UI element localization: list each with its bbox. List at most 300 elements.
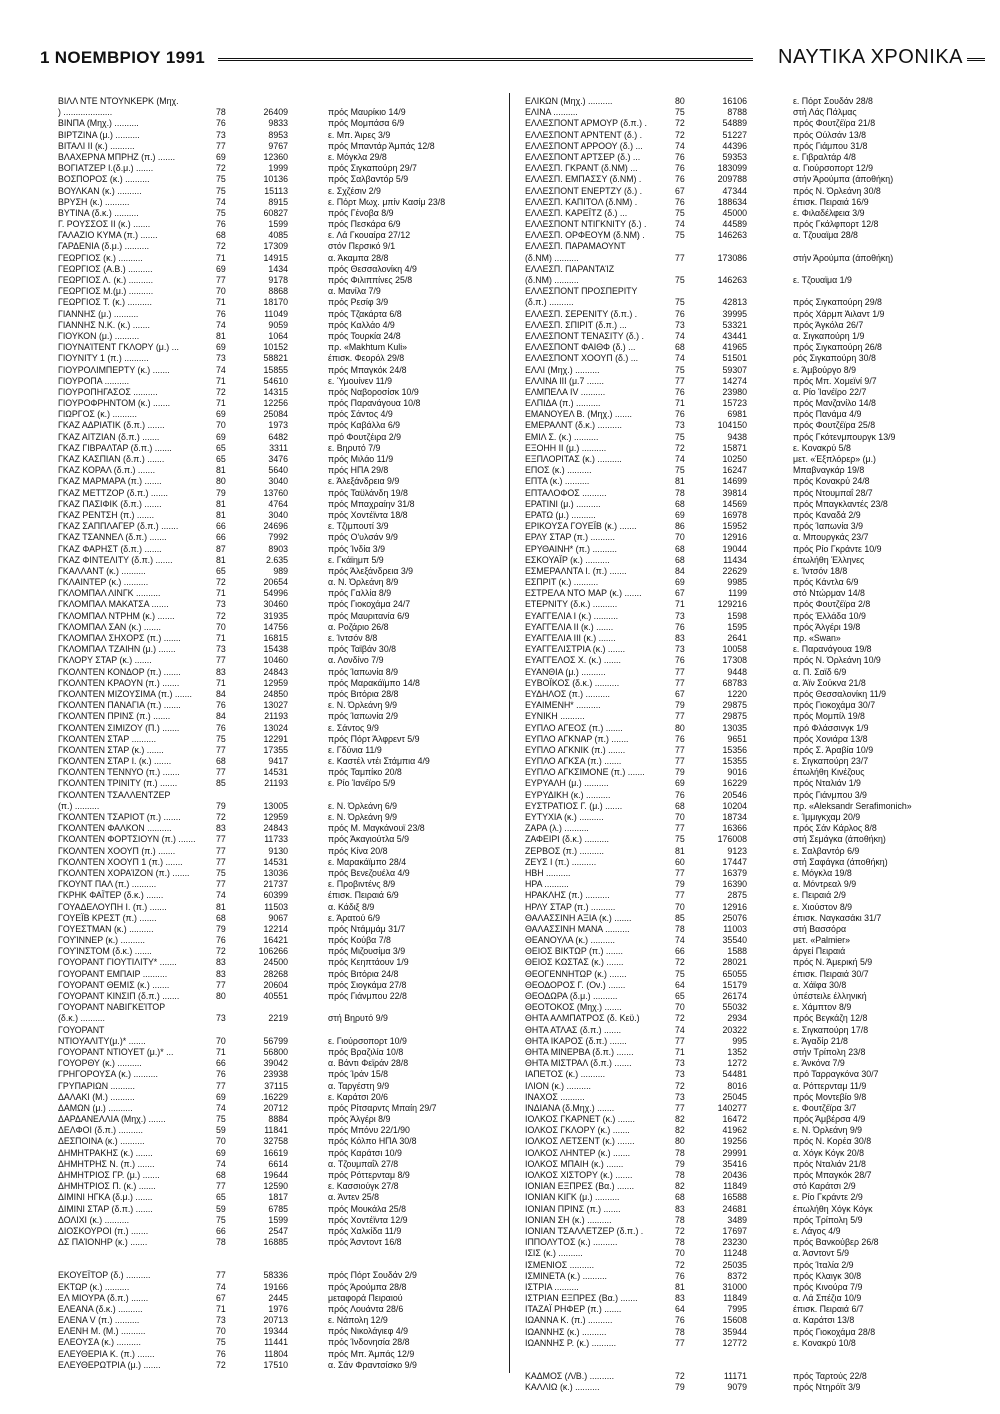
build-year: 72 <box>675 118 685 129</box>
ship-name: ΘΕΟΤΟΚΟΣ (Μηχ.) ....... <box>525 1002 622 1013</box>
ship-position: έπωλήθη Έλληνες <box>793 554 865 565</box>
ship-position: πρός Κλαιγκ 30/8 <box>793 1270 862 1281</box>
build-year: 73 <box>675 420 685 431</box>
ship-row <box>525 1204 965 1215</box>
tonnage: 6482 <box>268 431 288 442</box>
ship-position: πρός Θεσσαλονίκη 4/9 <box>328 263 417 274</box>
ship-row <box>58 969 498 980</box>
ship-name: ΙΟΝΙΑΝ ΣΗ (κ.) .......... <box>525 1214 612 1225</box>
ship-position: πρός Ίαπωνία 8/9 <box>328 666 399 677</box>
ship-name: ΓΚΟΛΝΤΕΝ ΣΤΑΡ .......... <box>58 733 157 744</box>
ship-row <box>525 320 965 331</box>
ship-position: α. Λονδίνο 7/9 <box>328 655 384 666</box>
ship-name: ΕΠΟΣ (κ.) .......... <box>525 465 592 476</box>
tonnage: 56799 <box>263 1035 288 1046</box>
ship-position: α. Άκαμπα 28/8 <box>328 252 389 263</box>
tonnage: 24696 <box>263 521 288 532</box>
ship-name: ΕΥΑΓΓΕΛΙΑ Ι (κ.) .......... <box>525 610 619 621</box>
ship-position: πρός ΗΠΑ 29/8 <box>328 465 389 476</box>
build-year: 69 <box>216 431 226 442</box>
ship-position: πρός Ν. Όρλεάνη 10/9 <box>793 655 881 666</box>
ship-row <box>525 711 965 722</box>
ship-name: ΙΟΛΚΟΣ ΓΚΑΡΝΕΤ (κ.) ....... <box>525 1114 635 1125</box>
page-header <box>40 44 985 74</box>
build-year: 67 <box>216 1292 226 1303</box>
ship-row <box>525 1002 965 1013</box>
ship-name: ΕΛΕΝΗ Μ. (Μ.) .......... <box>58 1326 146 1337</box>
tonnage: 1220 <box>727 688 747 699</box>
tonnage: 2547 <box>268 1225 288 1236</box>
ship-name: ΗΒΗ .......... <box>525 867 571 878</box>
ship-name: ΙΠΠΟΛΥΤΟΣ (κ.) .......... <box>525 1237 618 1248</box>
tonnage: .16229 <box>261 1091 288 1102</box>
ship-name: ΓΡΥΠΑΡΙΩΝ .......... <box>58 1080 135 1091</box>
build-year: 79 <box>675 879 685 890</box>
ship-row <box>58 432 498 443</box>
build-year: 79 <box>675 700 685 711</box>
tonnage: 29875 <box>722 700 747 711</box>
tonnage: 995 <box>732 1035 747 1046</box>
ship-position: α. Ρόττερνταμ 11/9 <box>793 1080 867 1091</box>
ship-position: πρός Χονιάρα 13/8 <box>793 733 868 744</box>
ship-position: πρό Φουτζέιρα 2/9 <box>328 431 401 442</box>
ship-position: πρός Τζακάρτα 6/8 <box>328 308 402 319</box>
build-year: 78 <box>675 1147 685 1158</box>
tonnage: 9067 <box>268 912 288 923</box>
tonnage: 16472 <box>722 1114 747 1125</box>
build-year: 81 <box>216 498 226 509</box>
build-year: 76 <box>675 621 685 632</box>
ship-name: ΓΕΩΡΓΙΟΣ Λ. (κ.) .......... <box>58 275 154 285</box>
ship-row <box>525 1081 965 1092</box>
ship-position: πρός Γκάλφπορτ 12/8 <box>793 219 879 230</box>
ship-row <box>525 857 965 868</box>
build-year: 76 <box>675 1270 685 1281</box>
tonnage: 43441 <box>722 330 747 341</box>
build-year: 65 <box>675 991 685 1001</box>
tonnage: 11171 <box>723 1371 747 1381</box>
build-year: 77 <box>675 375 685 386</box>
ship-name: ΕΥΑΓΓΕΛΙΑ ΙΙ (κ.) ....... <box>525 621 614 632</box>
ship-name: ΙΟΝΙΑΝ ΠΡΙΝΣ (π.) ....... <box>525 1203 621 1214</box>
tonnage: 20713 <box>263 1315 288 1326</box>
build-year: 83 <box>216 666 226 677</box>
tonnage: 44589 <box>722 219 747 230</box>
ship-row <box>58 241 498 252</box>
ship-name: ΔΕΣΠΟΙΝΑ (κ.) .......... <box>58 1136 145 1147</box>
ship-name: ΓΚΟΥΝΤ ΠΑΛ (π.) .......... <box>58 879 157 890</box>
ship-row <box>525 1293 965 1304</box>
ship-name: ΖΕΡΒΟΣ (π.) .......... <box>525 845 604 856</box>
ship-name: ΓΚΟΛΝΤΕΝ ΤΡΙΝΙΤΥ (π.) ....... <box>58 778 178 789</box>
tonnage: 45000 <box>722 207 747 218</box>
ship-position: πρός Μπαχραίην 31/8 <box>328 498 415 509</box>
tonnage: 21737 <box>263 879 288 890</box>
ship-name: ΓΚΟΛΝΤΕΝ ΧΟΟΥΠ (π.) ....... <box>58 845 176 856</box>
ship-name: ΕΛΕΝΑ V (π.) .......... <box>58 1315 140 1326</box>
ship-position: ε. Φιλαδέλφεια 3/9 <box>793 207 865 218</box>
ship-position: μετ. «Έξπλόρερ» (μ.) <box>793 454 876 464</box>
ship-name: ΓΟΥΊΝΝΕΡ (κ.) .......... <box>58 935 145 946</box>
build-year: 70 <box>675 1002 685 1013</box>
tonnage: 14274 <box>722 375 747 386</box>
ship-name: ΓΙΟΥΝΑΊΤΕΝΤ ΓΚΛΟΡΥ (μ.) ... <box>58 342 179 353</box>
ship-name: ΕΛΙΚΩΝ (Μηχ.) .......... <box>525 96 613 106</box>
build-year: 72 <box>216 241 226 252</box>
tonnage: 19044 <box>722 543 747 554</box>
ship-name: ΒΡΥΣΗ (κ.) .......... <box>58 196 130 207</box>
ship-row <box>525 1382 965 1393</box>
ship-name: ΓΚΟΛΝΤΕΝ ΤΣΑΛΛΕΝΤΖΕΡ <box>58 789 171 800</box>
build-year: 75 <box>675 834 685 845</box>
ship-name: ΓΚΛΑΙΝΤΕΡ (κ.) .......... <box>58 577 149 588</box>
build-year: 79 <box>675 1382 685 1393</box>
ship-position: έπισκ. Φεορόλ 29/8 <box>328 353 405 364</box>
build-year: 79 <box>675 767 685 778</box>
ship-position: α. Μανίλα 7/9 <box>328 286 381 297</box>
ship-row <box>525 667 965 678</box>
build-year: 71 <box>675 1046 685 1057</box>
ship-name: ΚΑΔΜΟΣ (Λ/Β.) .......... <box>525 1371 615 1381</box>
ship-row <box>525 1327 965 1338</box>
build-year: 69 <box>216 263 226 274</box>
tonnage: 4085 <box>268 230 288 241</box>
build-year: 81 <box>675 845 685 856</box>
ship-position: πρός Γιάνμπου 3/9 <box>793 789 867 800</box>
build-year: 83 <box>216 968 226 979</box>
tonnage: 11841 <box>264 1125 288 1136</box>
ship-name: ΕΥΠΛΟ ΑΓΚΝΑΡ (π.) ....... <box>525 733 629 744</box>
ship-position: πρός Ταϊβάν 30/8 <box>328 644 397 655</box>
ship-row <box>58 1204 498 1215</box>
tonnage: 55032 <box>722 1002 747 1013</box>
ship-row <box>58 174 498 185</box>
build-year: 73 <box>675 610 685 621</box>
build-year: 70 <box>216 1326 226 1337</box>
ship-name: ΙΟΛΚΟΣ ΛΕΤΣΕΝΤ (κ.) ....... <box>525 1136 635 1147</box>
build-year: 68 <box>675 800 685 811</box>
tonnage: 35944 <box>722 1326 747 1337</box>
ship-position: ε. Πειραιά 2/9 <box>793 890 846 901</box>
build-year: 81 <box>675 1281 685 1292</box>
ship-name: ΘΕΟΓΕΝΝΗΤΩΡ (κ.) ....... <box>525 968 627 979</box>
ship-position: ε. Προβιντένς 8/9 <box>328 879 396 890</box>
ship-name: ΕΛ ΜΙΟΥΡΑ (δ.π.) ....... <box>58 1292 149 1303</box>
build-year: 75 <box>216 1214 226 1225</box>
ship-position: ε. Άμβούργο 8/9 <box>793 364 856 375</box>
ship-row <box>58 1103 498 1114</box>
ship-name: ΕΠΤΑ (κ.) .......... <box>525 476 590 487</box>
tonnage: 21193 <box>264 711 288 722</box>
ship-row <box>525 689 965 700</box>
build-year: 77 <box>216 744 226 755</box>
ship-row <box>58 946 498 957</box>
ship-name: ΙΟΝΙΑΝ ΤΣΑΛΛΕΤΖΕΡ (δ.π.) . <box>525 1225 644 1236</box>
ship-name: ΓΑΛΑΖΙΟ ΚΥΜΑ (π.) ....... <box>58 230 158 241</box>
ship-position: πρό Φλάσσινγκ 1/9 <box>793 722 869 733</box>
ship-position: ε. Γκάϊημπ 5/9 <box>328 554 384 565</box>
tonnage: 24843 <box>263 823 288 834</box>
tonnage: 51501 <box>722 353 747 364</box>
ship-name: ΙΝΔΙΑΝΑ (δ.Μηχ.) ....... <box>525 1102 615 1113</box>
tonnage: 12214 <box>263 923 288 934</box>
ship-row <box>525 163 965 174</box>
ship-name: ΓΚΟΛΝΤΕΝ ΣΙΜΙΖΟΥ (Π.) ....... <box>58 722 180 733</box>
ship-row <box>58 365 498 376</box>
ship-position: ε. Ρίο Γκράντε 2/9 <box>793 1192 863 1203</box>
tonnage: 14699 <box>722 476 747 487</box>
ship-name: ΓΚΟΛΝΤΕΝ ΣΤΑΡ (κ.) ....... <box>58 744 164 755</box>
tonnage: 15179 <box>722 979 747 990</box>
ship-row <box>58 309 498 320</box>
ship-name: ΓΟΥΟΡΑΝΤ ΚΙΝΣΙΠ (δ.π.) ....... <box>58 991 180 1001</box>
tonnage: 25035 <box>722 1259 747 1270</box>
ship-row <box>58 1081 498 1092</box>
ship-name: ΕΤΕΡΝΙΤΥ (δ.κ.) .......... <box>525 599 618 610</box>
ship-row <box>58 1360 498 1371</box>
ship-name: ΒΙΡΤΖΙΝΑ (μ.) .......... <box>58 129 140 140</box>
tonnage: 11049 <box>264 308 288 319</box>
ship-name: ΘΗΤΑ ΑΤΛΑΣ (δ.π.) ....... <box>525 1024 622 1035</box>
build-year: 70 <box>675 1248 685 1259</box>
tonnage: 20546 <box>722 789 747 800</box>
build-year: 84 <box>675 565 685 576</box>
ship-position: στήν Άρούμπα (άποθήκη) <box>793 174 894 185</box>
ship-position: ρός Σιγκαπούρη 30/8 <box>793 353 876 364</box>
ship-row <box>58 1270 498 1281</box>
tonnage: 24843 <box>263 666 288 677</box>
ship-row <box>58 1337 498 1348</box>
ship-name: ΘΗΤΑ ΜΙΝΕΡΒΑ (δ.π.) ....... <box>525 1046 634 1057</box>
build-year: 81 <box>216 465 226 476</box>
ship-row <box>525 957 965 968</box>
ship-name: ΓΙΩΡΓΟΣ (κ.) .......... <box>58 409 137 420</box>
ship-name: ΕΛΛΕΣΠΟΝΤ ΧΟΟΥΠ (δ.) ... <box>525 353 639 364</box>
ship-row <box>58 197 498 208</box>
ship-name: ΕΡΥΘΑΙΝΗ* (π.) .......... <box>525 543 617 554</box>
ship-row <box>525 1215 965 1226</box>
ship-name: ΒΟΣΠΟΡΟΣ (κ.) .......... <box>58 174 150 185</box>
ship-name: ΓΕΩΡΓΙΟΣ Τ. (κ.) .......... <box>58 297 152 308</box>
tonnage: 26409 <box>263 107 288 118</box>
ship-position: πρός Βιτόρια 28/8 <box>328 688 399 699</box>
tonnage: 173086 <box>717 252 747 263</box>
build-year: 76 <box>675 733 685 744</box>
ship-row <box>58 1349 498 1360</box>
tonnage: 140277 <box>717 1102 747 1113</box>
tonnage: 16885 <box>263 1237 288 1248</box>
tonnage: 1999 <box>268 163 288 174</box>
ship-position: πρός Γιάμπου 31/8 <box>793 140 868 151</box>
tonnage: 11733 <box>264 834 288 845</box>
build-year: 69 <box>675 577 685 588</box>
ship-position: πρός Γένοβα 8/9 <box>328 207 394 218</box>
ship-name: ΕΛΛΕΣΠΟΝΤ ΑΡΜΟΥΡ (δ.π.) . <box>525 118 647 129</box>
ship-position: α. Μπουργκάς 23/7 <box>793 532 869 543</box>
ship-position: ε. Άρατού 6/9 <box>328 912 381 923</box>
ship-position: α. Άσντοντ 5/9 <box>793 1248 849 1259</box>
tonnage: 989 <box>273 565 288 576</box>
ship-row <box>525 208 965 219</box>
section-gap <box>525 1349 965 1371</box>
tonnage: 19166 <box>263 1281 288 1292</box>
ship-position: πρός Γιοκοχάμα 28/8 <box>793 1326 876 1337</box>
ship-name: ΕΛΛΙ (Μηχ.) .......... <box>525 364 600 375</box>
build-year: 73 <box>216 599 226 610</box>
ship-row <box>58 107 498 118</box>
ship-position: πρός Άμβέρσα 4/9 <box>793 1114 866 1125</box>
ship-row <box>58 1226 498 1237</box>
ship-position: πρός Ντηρόϊτ 3/9 <box>793 1382 861 1393</box>
build-year: 80 <box>216 991 226 1001</box>
ship-row <box>58 219 498 230</box>
ship-position: πρός Ναβοροσίσκ 10/9 <box>328 386 419 397</box>
ship-row <box>525 801 965 812</box>
ship-position: Μπαβναγκάρ 19/8 <box>793 465 865 476</box>
tonnage: 31935 <box>263 610 288 621</box>
ship-name: ΗΡΑΚΛΗΣ (π.) .......... <box>525 890 610 901</box>
ship-name: ΕΥΡΥΑΛΗ (μ.) .......... <box>525 778 609 789</box>
ship-name: ΕΥΑΙΜΕΝΗ* .......... <box>525 700 601 711</box>
ship-name: ΕΣΤΡΕΛΑ ΝΤΟ ΜΑΡ (κ.) ....... <box>525 588 642 599</box>
build-year: 68 <box>675 1192 685 1203</box>
tonnage: 65055 <box>722 968 747 979</box>
build-year: 78 <box>675 1214 685 1225</box>
ship-row <box>58 510 498 521</box>
ship-name: ΕΛΛΕΣΠΟΝΤ ΑΡΝΤΕΝΤ (δ.) . <box>525 129 643 140</box>
ship-row <box>58 387 498 398</box>
ship-row <box>525 846 965 857</box>
ship-name: ΕΛΕΑΝΑ (δ.κ.) .......... <box>58 1303 143 1314</box>
ship-name: ΕΥΝΙΚΗ .......... <box>525 711 585 722</box>
build-year: 73 <box>216 1315 226 1326</box>
build-year: 73 <box>216 1013 226 1024</box>
ship-position: πρός Άρούμπα 28/8 <box>328 1281 407 1292</box>
ship-name: ΘΕΙΟΣ ΒΙΚΤΩΡ (π.) ....... <box>525 946 623 957</box>
tonnage: 16229 <box>722 778 747 789</box>
ship-row <box>525 1047 965 1058</box>
build-year: 74 <box>675 935 685 946</box>
tonnage: 68783 <box>722 677 747 688</box>
ship-position: ε. Σάντος 9/9 <box>328 722 379 733</box>
build-year: 77 <box>675 1102 685 1113</box>
tonnage: 41962 <box>722 1125 747 1136</box>
ship-row <box>525 118 965 129</box>
tonnage: 8372 <box>727 1270 747 1281</box>
ship-position: ε. Μπ. Άιρες 3/9 <box>328 129 391 140</box>
tonnage: 20654 <box>263 577 288 588</box>
ship-name: ΙΣΙΣ (κ.) .......... <box>525 1248 583 1259</box>
ship-name: (δ.π.) .......... <box>525 297 574 308</box>
build-year: 76 <box>675 1315 685 1326</box>
ship-name: ΓΟΥΟΡΑΝΤ ΘΕΜΙΣ (κ.) ....... <box>58 979 170 990</box>
ship-position: ε. Τζιμπουτί 3/9 <box>328 521 389 532</box>
ship-name: ΕΛΛΕΣΠ. ΓΚΡΑΝΤ (δ.ΝΜ) ... <box>525 163 638 174</box>
ship-row <box>525 1260 965 1271</box>
build-year: 74 <box>216 364 226 375</box>
build-year: 82 <box>675 1181 685 1192</box>
ship-position: πρός Μομπίλ 19/8 <box>793 711 865 722</box>
tonnage: 104150 <box>717 420 747 431</box>
tonnage: 24681 <box>722 1203 747 1214</box>
ship-position: πρός Μαυρίκιο 14/9 <box>328 107 406 118</box>
ship-position: πρός Ταϋλάνδη 19/8 <box>328 487 408 498</box>
ship-name: ΙΟΛΚΟΣ ΛΗΝΤΕΡ (κ.) ....... <box>525 1147 631 1158</box>
ship-name: ΓΚΑΖ ΠΑΣΙΦΙΚ (δ.π.) ....... <box>58 498 162 509</box>
ship-name: ΕΥΠΛΟ ΑΓΚΣΑ (π.) ....... <box>525 756 622 767</box>
tonnage: 9833 <box>268 118 288 129</box>
ship-row <box>525 309 965 320</box>
ship-row <box>525 96 965 107</box>
ship-name: ΙΩΑΝΝΑ Κ. (π.) .......... <box>525 1315 613 1326</box>
tonnage: 28021 <box>722 957 747 968</box>
ship-row <box>58 1125 498 1136</box>
ship-position: πρός Άσντοντ 16/8 <box>328 1237 402 1248</box>
ship-row <box>525 924 965 935</box>
ship-name: ΕΚΟΥΕΪΤΟΡ (δ.) .......... <box>58 1270 151 1281</box>
ship-name: ΓΚΛΟΜΠΑΛ ΣΗΧΟΡΣ (π.) ....... <box>58 633 181 643</box>
ship-row <box>525 420 965 431</box>
ship-row <box>525 387 965 398</box>
ship-position: ε. Σιγκαπούρη 23/7 <box>793 756 869 767</box>
tonnage: 106266 <box>258 946 288 957</box>
build-year: 71 <box>216 252 226 263</box>
ship-row <box>58 913 498 924</box>
ship-name: ΕΥΠΛΟ ΑΓΚΝΙΚ (π.) ....... <box>525 744 626 755</box>
build-year: 82 <box>675 1114 685 1125</box>
tonnage: 12916 <box>722 901 747 912</box>
column-divider <box>509 93 510 1373</box>
ship-position: έπωλήθη Χόγκ Κόγκ <box>793 1203 873 1214</box>
ship-name: ΕΜΑΝΟΥΕΛ Β. (Μηχ.) ....... <box>525 409 632 420</box>
tonnage: 17697 <box>722 1225 747 1236</box>
ship-position: α. Ταργέστη 9/9 <box>328 1080 390 1091</box>
ship-row <box>525 756 965 767</box>
build-year: 69 <box>216 409 226 420</box>
ship-name: ΓΟΥΟΡΘΥ (κ.) .......... <box>58 1058 142 1069</box>
ship-position: πρός Πόρτ Σουδάν 2/9 <box>328 1270 417 1281</box>
build-year: 77 <box>216 655 226 666</box>
ship-position: πρός Σιγκαπούρη 29/8 <box>793 297 882 308</box>
ship-name: ΓΚΟΛΝΤΕΝ ΦΟΡΤΣΙΟΥΝ (π.) ....... <box>58 834 196 845</box>
ship-row <box>58 320 498 331</box>
tonnage: 9985 <box>727 577 747 588</box>
tonnage: 1976 <box>268 1303 288 1314</box>
ship-position: πρός Χάρμπ Άιλαντ 1/9 <box>793 308 885 319</box>
ship-position: πρός Κονακρύ 24/8 <box>793 476 870 487</box>
build-year: 83 <box>675 1293 685 1304</box>
ship-position: πρός Σιογκάμα 27/8 <box>328 979 407 990</box>
ship-name: ΓΙΟΥΡΟΦΡΗΝΤΟΜ (κ.) ....... <box>58 398 171 409</box>
tonnage: 16421 <box>263 935 288 946</box>
ship-position: πρός Μ. Μαγκάνουϊ 23/8 <box>328 823 425 834</box>
build-year: 75 <box>675 968 685 979</box>
build-year: 74 <box>675 353 685 364</box>
build-year: 77 <box>675 666 685 677</box>
ship-row <box>58 130 498 141</box>
build-year: 59 <box>216 1203 226 1214</box>
ship-row <box>525 521 965 532</box>
ship-row <box>525 286 965 297</box>
ship-row <box>525 488 965 499</box>
tonnage: 8915 <box>268 196 288 207</box>
ship-name: ΙΟΝΙΑΝ ΚΙΓΚ (μ.) .......... <box>525 1192 620 1203</box>
ship-row <box>525 365 965 376</box>
build-year: 68 <box>216 1170 226 1180</box>
ship-position: πρός Πανάμα 4/9 <box>793 409 862 420</box>
build-year: 74 <box>216 319 226 330</box>
tonnage: 41965 <box>722 342 747 353</box>
